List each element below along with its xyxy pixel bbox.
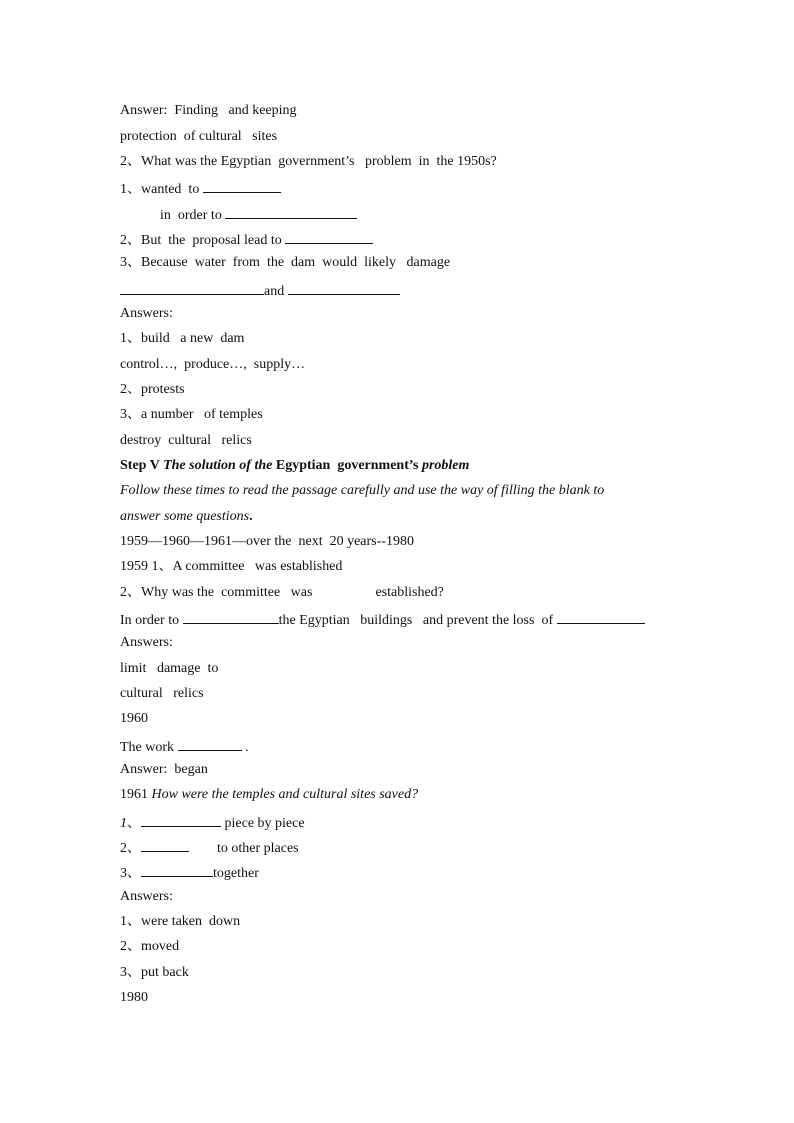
step-3-text: together — [213, 866, 259, 881]
item-1-in-order — [160, 204, 357, 222]
item-1-wanted — [120, 178, 281, 196]
answers-heading-1: Answers: — [120, 306, 173, 321]
item-2-proposal — [120, 229, 373, 247]
year-1980: 1980 — [120, 990, 148, 1005]
answer-line-2: protection of cultural sites — [120, 129, 278, 144]
step-1-text: piece by piece — [221, 816, 305, 831]
blank-moved[interactable] — [141, 837, 189, 852]
step-title-3: problem — [421, 458, 470, 473]
item-2-text: 2、But the proposal lead to — [120, 233, 286, 248]
item-3-because: 3、Because water from the dam would likely damage — [120, 255, 451, 270]
instruction-line-1: Follow these times to read the passage carefully and use the way of filling the blank to — [120, 483, 605, 498]
blank-work[interactable] — [178, 736, 242, 751]
step-1-number: 1 — [120, 816, 127, 831]
step-2-places — [120, 837, 299, 855]
answer-relics: cultural relics — [120, 686, 204, 701]
year-1960: 1960 — [120, 711, 148, 726]
answer-1b: control…, produce…, supply… — [120, 357, 306, 372]
answer-2: 2、protests — [120, 382, 185, 397]
answer-1: 1、build a new dam — [120, 331, 245, 346]
blank-damage-1[interactable] — [120, 280, 264, 295]
blank-limit[interactable] — [183, 609, 279, 624]
step-3-num: 3、 — [120, 866, 141, 881]
blank-together[interactable] — [141, 862, 213, 877]
step-title-1: The solution of the — [163, 458, 276, 473]
item-3-blanks — [120, 280, 400, 298]
instruction-text: answer some questions — [120, 509, 250, 524]
blank-damage-2[interactable] — [288, 280, 400, 295]
question-2: 2、What was the Egyptian government’s problem in the 1950s? — [120, 154, 497, 169]
final-answer-2: 2、moved — [120, 939, 180, 954]
why-question: 2、Why was the committee was established? — [120, 585, 444, 600]
work-text: The work — [120, 740, 178, 755]
final-answer-3: 3、put back — [120, 965, 189, 980]
answers-heading-3: Answers: — [120, 889, 173, 904]
step-title-2: Egyptian government’s — [275, 458, 422, 473]
work-line — [120, 736, 249, 754]
year-1959-line: 1959 1、A committee was established — [120, 559, 343, 574]
answers-heading-2: Answers: — [120, 635, 173, 650]
work-end: . — [241, 740, 249, 755]
step-1-sep: 、 — [127, 816, 141, 831]
step-v-heading — [120, 457, 469, 475]
step-2-text: to other places — [189, 841, 299, 856]
blank-piece[interactable] — [141, 812, 221, 827]
answer-3b: destroy cultural relics — [120, 433, 252, 448]
step-label: Step V — [120, 458, 164, 473]
final-answer-1: 1、were taken down — [120, 914, 241, 929]
answer-limit: limit damage to — [120, 661, 219, 676]
instruction-period: . — [249, 509, 253, 524]
answer-began: Answer: began — [120, 762, 208, 777]
instruction-line-2 — [120, 508, 253, 526]
step-3-together — [120, 862, 259, 880]
blank-in-order[interactable] — [225, 204, 357, 219]
year-1961-question — [120, 786, 418, 804]
step-1-piece — [120, 812, 305, 830]
and-text: and — [264, 284, 288, 299]
blank-loss[interactable] — [557, 609, 645, 624]
year-1961: 1961 — [120, 787, 152, 802]
timeline: 1959—1960—1961—over the next 20 years--1980 — [120, 534, 414, 549]
question-1961: How were the temples and cultural sites saved? — [151, 787, 419, 802]
answer-3: 3、a number of temples — [120, 407, 263, 422]
in-order-text: in order to — [160, 208, 226, 223]
in-order-line — [120, 609, 645, 627]
blank-wanted[interactable] — [203, 178, 281, 193]
item-1-text: 1、wanted to — [120, 182, 203, 197]
in-order-mid: the Egyptian buildings and prevent the loss of — [278, 613, 557, 628]
blank-proposal[interactable] — [285, 229, 373, 244]
in-order-start: In order to — [120, 613, 183, 628]
step-2-num: 2、 — [120, 841, 141, 856]
answer-line-1: Answer: Finding and keeping — [120, 103, 297, 118]
